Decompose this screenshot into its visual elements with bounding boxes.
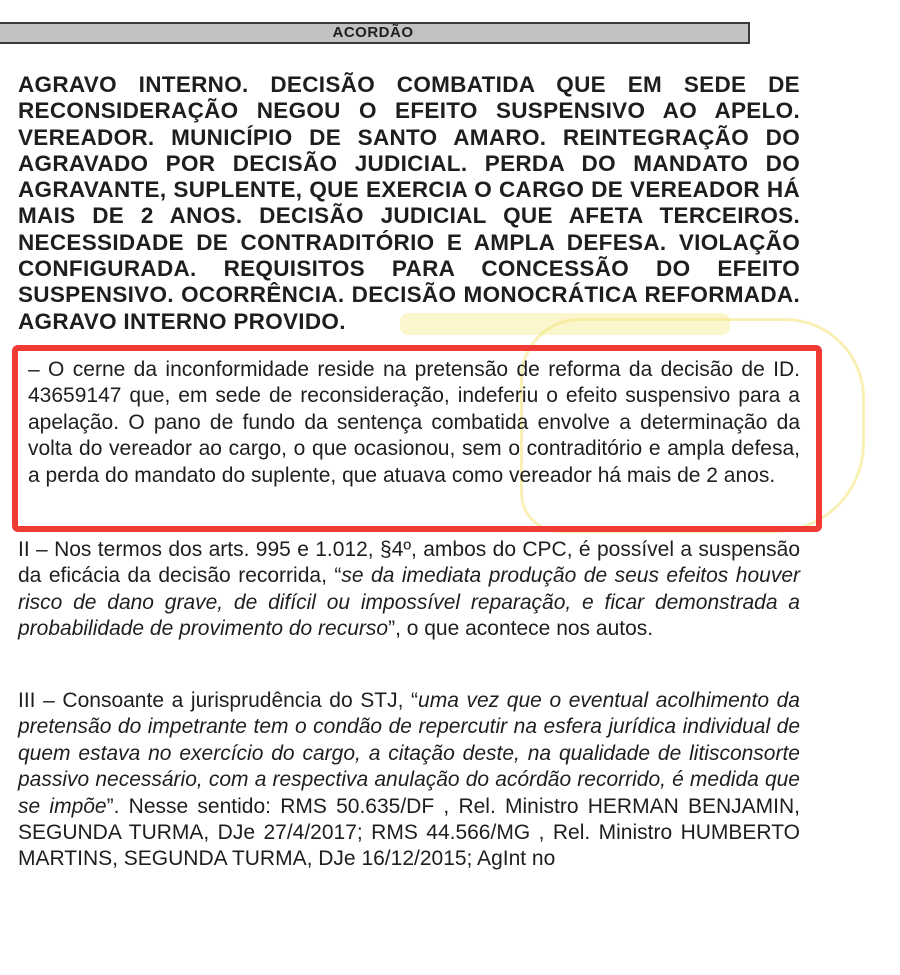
red-annotation-box xyxy=(12,345,822,532)
paragraph-2-tail: ”, o que acontece nos autos. xyxy=(388,617,654,641)
paragraph-3-quote: uma vez que o eventual acolhimento da pretensão do impetrante tem o condão de repercutir na esfera jurídica individual de quem estava no exercício do cargo, a citação deste, na qualidade de litisconsorte passivo necessário, com a respectiva anulação do acórdão recorrido, é medida que se impõe xyxy=(18,689,800,818)
paragraph-2-quote: se da imediata produção de seus efeitos houver risco de dano grave, de difícil ou impossível reparação, e ficar demonstrada a probabilidade de provimento do recurso xyxy=(18,564,800,641)
paragraph-3 xyxy=(18,688,800,873)
acordao-header: ACORDÃO xyxy=(0,22,750,44)
paragraph-2 xyxy=(18,537,800,643)
paragraph-2-lead: II – Nos termos dos arts. 995 e 1.012, §4º, ambos do CPC, é possível a suspensão da eficácia da decisão recorrida, “ xyxy=(18,538,800,588)
ementa-summary: AGRAVO INTERNO. DECISÃO COMBATIDA QUE EM SEDE DE RECONSIDERAÇÃO NEGOU O EFEITO SUSPENSIVO AO APELO. VEREADOR. MUNICÍPIO DE SANTO AMARO. REINTEGRAÇÃO DO AGRAVADO POR DECISÃO JUDICIAL. PERDA DO MANDATO DO AGRAVANTE, SUPLENTE, QUE EXERCIA O CARGO DE VEREADOR HÁ MAIS DE 2 ANOS. DECISÃO JUDICIAL QUE AFETA TERCEIROS. NECESSIDADE DE CONTRADITÓRIO E AMPLA DEFESA. VIOLAÇÃO CONFIGURADA. REQUISITOS PARA CONCESSÃO DO EFEITO SUSPENSIVO. OCORRÊNCIA. DECISÃO MONOCRÁTICA REFORMADA. AGRAVO INTERNO PROVIDO. xyxy=(18,72,800,334)
paragraph-3-lead: III – Consoante a jurisprudência do STJ, “ xyxy=(18,689,419,712)
paragraph-1-text: – O cerne da inconformidade reside na pretensão de reforma da decisão de ID. 43659147 que, em sede de reconsideração, indeferiu o efeito suspensivo para a apelação. O pano de fundo da sentença combatida envolve a determinação da volta do vereador ao cargo, o que ocasionou, sem o contraditório e ampla defesa, a perda do mandato do suplente, que atuava como vereador há mais de 2 anos. xyxy=(28,358,800,487)
paragraph-3-tail: ”. Nesse sentido: RMS 50.635/DF , Rel. Ministro HERMAN BENJAMIN, SEGUNDA TURMA, DJe 27/4/2017; RMS 44.566/MG , Rel. Ministro HUMBERTO MARTINS, SEGUNDA TURMA, DJe 16/12/2015; AgInt no xyxy=(18,794,800,871)
